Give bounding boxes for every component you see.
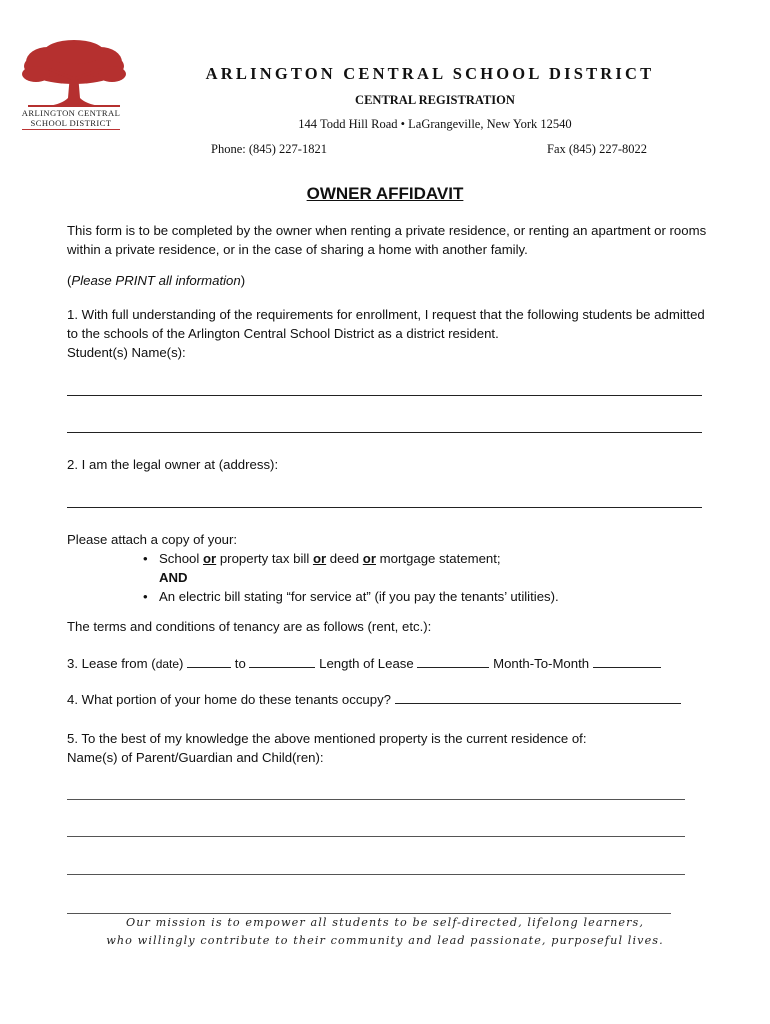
lease-length-label: Length of Lease	[319, 656, 414, 671]
tenant-portion-field[interactable]	[395, 690, 681, 704]
logo-text-line2: SCHOOL DISTRICT	[30, 118, 112, 128]
or-emphasis-3: or	[362, 551, 376, 566]
mission-line-1: Our mission is to empower all students to be self-directed, lifelong learners,	[125, 916, 645, 929]
attach-item1-a: School	[159, 551, 203, 566]
print-note-close: )	[240, 273, 246, 288]
form-title: OWNER AFFIDAVIT	[306, 184, 464, 203]
and-label: AND	[159, 570, 188, 585]
intro-paragraph: This form is to be completed by the owner when renting a private residence, or renting an apartment or rooms within a private residence, or in the case of sharing a home with another family.	[67, 223, 707, 257]
print-note	[67, 271, 245, 290]
lease-to-label: to	[234, 656, 246, 671]
parent-name-line-3[interactable]	[67, 874, 685, 875]
parent-name-line-1[interactable]	[67, 799, 685, 800]
logo-text	[20, 108, 122, 128]
section4-text: 4. What portion of your home do these tenants occupy?	[67, 692, 392, 707]
and-label-row	[143, 568, 559, 587]
section2-text: 2. I am the legal owner at (address):	[67, 457, 279, 472]
lease-row	[67, 654, 707, 674]
attach-item-tax-bill	[143, 549, 559, 568]
attach-heading: Please attach a copy of your:	[67, 532, 238, 547]
student-name-line-1[interactable]	[67, 395, 702, 396]
lease-to-field[interactable]	[249, 654, 315, 668]
attach-list	[143, 549, 559, 606]
student-name-line-2[interactable]	[67, 432, 702, 433]
mission-statement	[0, 914, 770, 950]
attach-item2-text: An electric bill stating “for service at” (if you pay the tenants’ utilities).	[159, 589, 559, 604]
owner-address-line[interactable]	[67, 507, 702, 508]
logo-divider	[22, 129, 120, 130]
month-to-month-field[interactable]	[593, 654, 661, 668]
lease-from-field[interactable]	[187, 654, 231, 668]
section5-text: 5. To the best of my knowledge the above mentioned property is the current residence of:	[67, 731, 587, 746]
district-name: ARLINGTON CENTRAL SCHOOL DISTRICT	[205, 64, 655, 83]
lease-length-field[interactable]	[417, 654, 489, 668]
students-label: Student(s) Name(s):	[67, 345, 186, 360]
phone-number: Phone: (845) 227-1821	[211, 142, 327, 156]
print-note-text: Please PRINT all information	[71, 273, 241, 288]
attach-item1-b: property tax bill	[216, 551, 313, 566]
lease-date-close: )	[179, 656, 184, 671]
attach-item1-d: mortgage statement;	[375, 551, 501, 566]
section4-row	[67, 690, 681, 709]
mission-line-2: who willingly contribute to their community and lead passionate, purposeful lives.	[106, 934, 664, 947]
lease-date-hint: date	[155, 657, 180, 671]
or-emphasis-2: or	[312, 551, 327, 566]
logo-text-line1: ARLINGTON CENTRAL	[21, 108, 121, 118]
or-emphasis-1: or	[203, 551, 217, 566]
department-name: CENTRAL REGISTRATION	[355, 93, 515, 107]
terms-text: The terms and conditions of tenancy are as follows (rent, etc.):	[67, 619, 432, 634]
district-address: 144 Todd Hill Road • LaGrangeville, New York 12540	[298, 117, 572, 131]
month-to-month-label: Month-To-Month	[493, 656, 590, 671]
lease-from-label: 3. Lease from (	[67, 656, 156, 671]
attach-item1-c: deed	[326, 551, 363, 566]
attach-item-electric-bill	[143, 587, 559, 606]
section1-text: 1. With full understanding of the requirements for enrollment, I request that the following students be admitted to the schools of the Arlington Central School District as a district resident.	[67, 307, 705, 341]
print-note-open: (	[67, 273, 72, 288]
oak-tree-icon	[18, 40, 130, 110]
fax-number: Fax (845) 227-8022	[547, 142, 647, 156]
parent-guardian-label: Name(s) of Parent/Guardian and Child(ren):	[67, 750, 324, 765]
parent-name-line-2[interactable]	[67, 836, 685, 837]
